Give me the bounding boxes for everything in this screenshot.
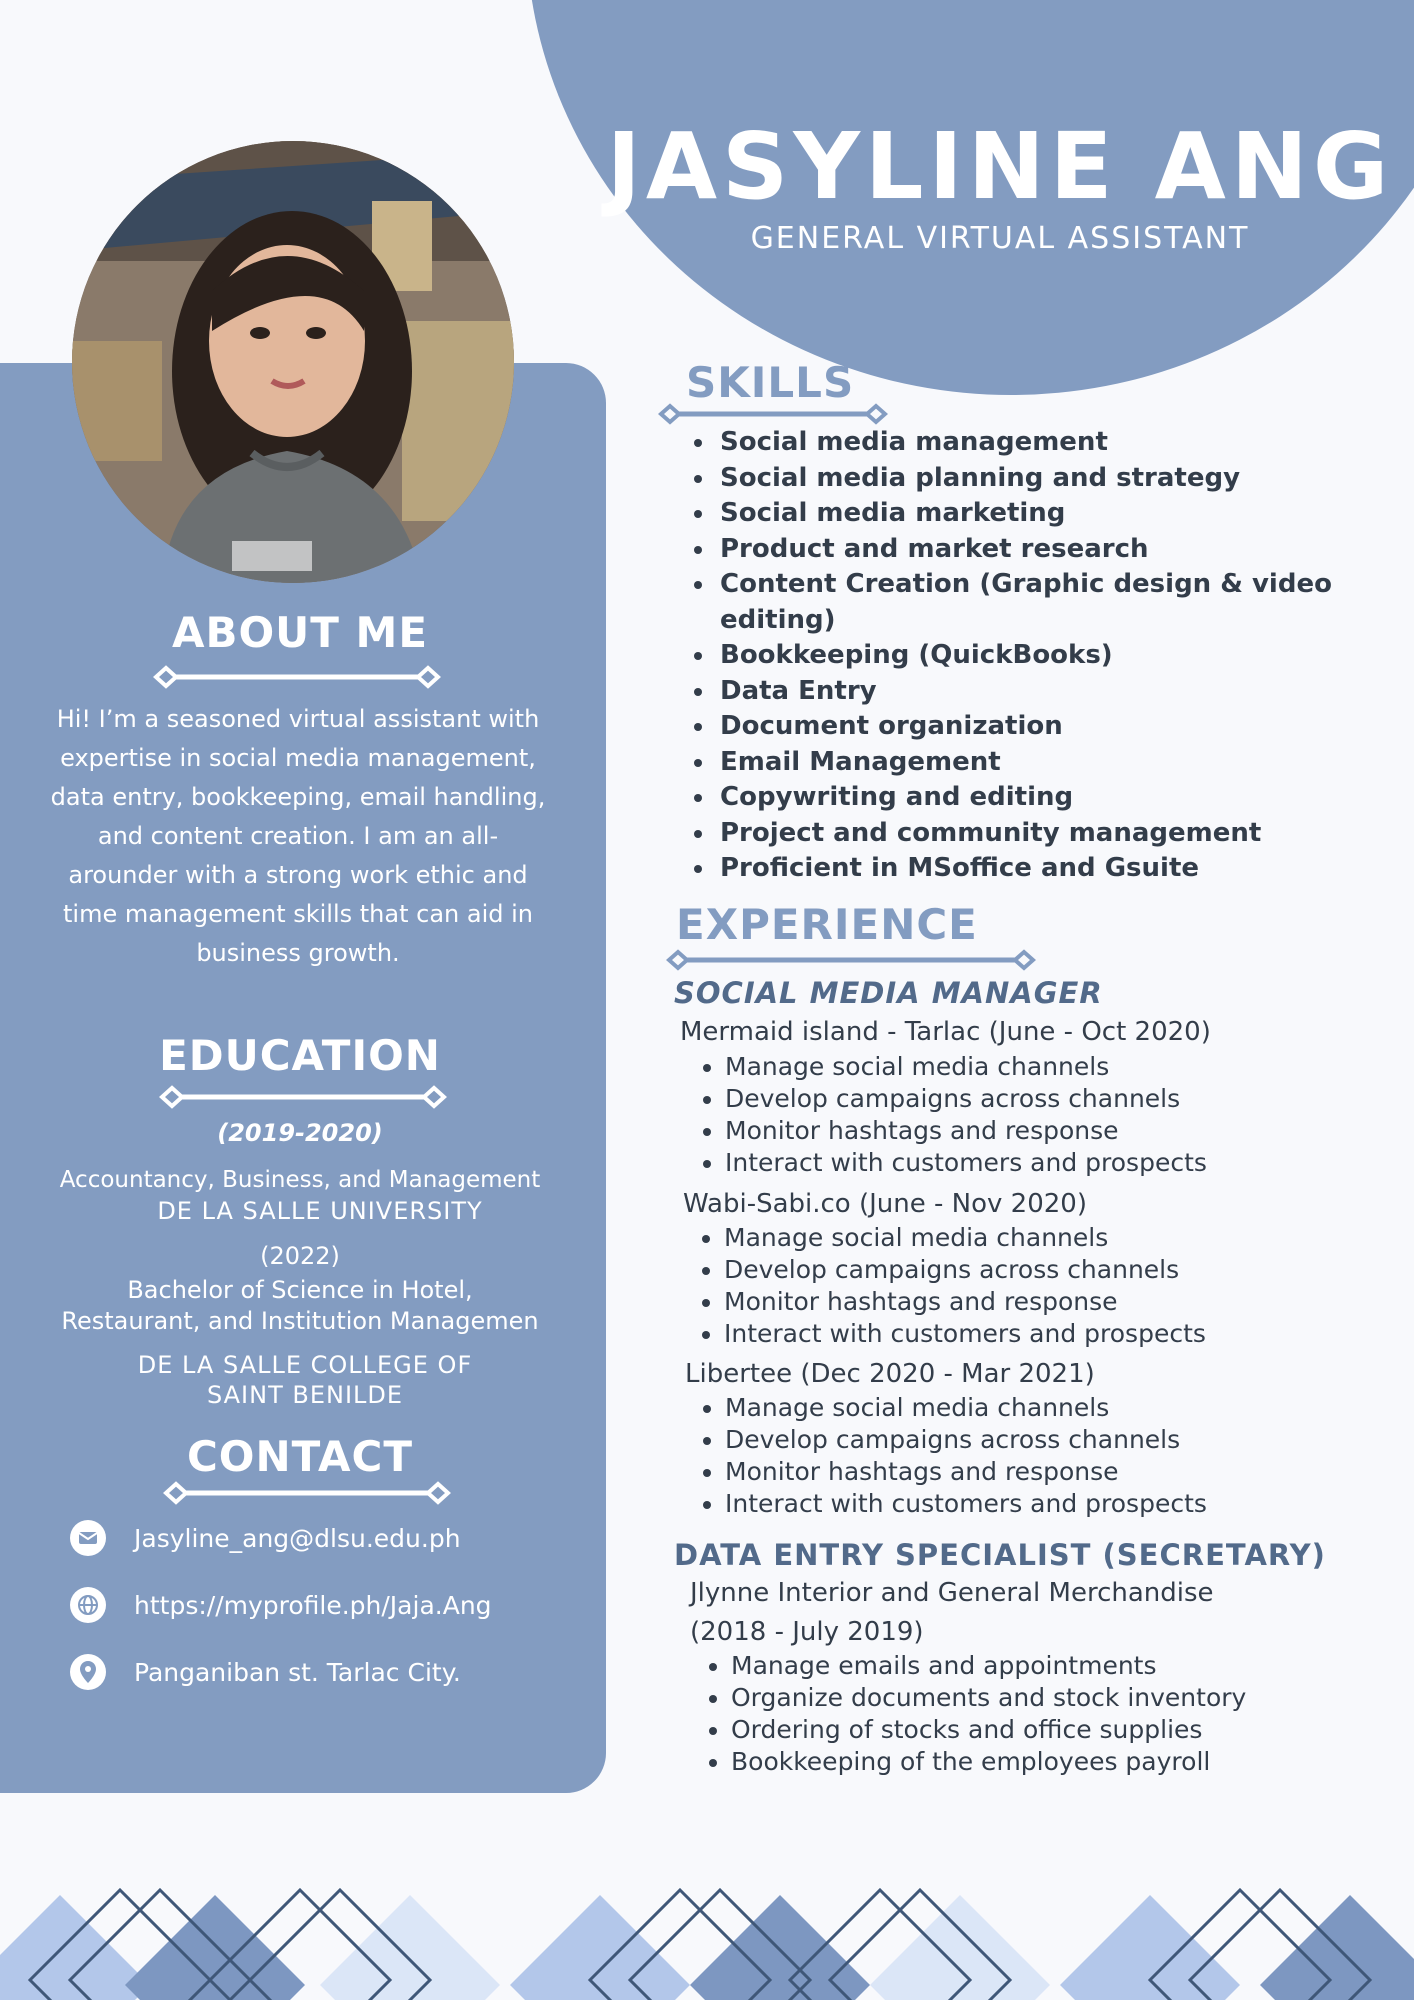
skills-divider: [658, 402, 888, 426]
education-divider: [158, 1084, 448, 1110]
skill-item: • Content Creation (Graphic design & video editing): [716, 567, 1356, 638]
skills-heading: SKILLS: [686, 358, 855, 407]
education-school: DE LA SALLE COLLEGE OF SAINT BENILDE: [137, 1351, 473, 1409]
company-name: Jlynne Interior and General Merchandise: [690, 1578, 1214, 1608]
duty-list: [703, 1650, 1246, 1778]
duty-item: • Monitor hashtags and response: [725, 1456, 1207, 1488]
education-years: (2019-2020): [217, 1119, 383, 1147]
education-school: DE LA SALLE UNIVERSITY: [157, 1197, 483, 1225]
education-years: (2022): [260, 1242, 340, 1270]
location-pin-icon: [70, 1654, 106, 1690]
duty-list: [697, 1392, 1207, 1520]
education-program: Bachelor of Science in Hotel, Restaurant, and Institution Managemen: [61, 1276, 539, 1335]
duty-item: • Interact with customers and prospects: [725, 1147, 1207, 1179]
contact-heading: CONTACT: [186, 1432, 414, 1481]
candidate-name: JASYLINE ANG: [606, 113, 1394, 220]
profile-photo: [72, 141, 514, 583]
skill-item: • Social media management: [716, 425, 1356, 461]
contact-email-text: Jasyline_ang@dlsu.edu.ph: [134, 1523, 461, 1553]
skill-item: • Proficient in MSoffice and Gsuite: [716, 851, 1356, 887]
duty-item: • Organize documents and stock inventory: [731, 1682, 1246, 1714]
experience-heading: EXPERIENCE: [676, 900, 978, 949]
duty-item: • Monitor hashtags and response: [725, 1115, 1207, 1147]
company-period: (2018 - July 2019): [690, 1617, 924, 1647]
skill-item: • Email Management: [716, 745, 1356, 781]
decorative-pattern: [0, 1885, 1414, 2000]
duty-list: [696, 1222, 1206, 1350]
experience-divider: [666, 948, 1036, 972]
duty-item: • Develop campaigns across channels: [724, 1254, 1206, 1286]
skill-item: • Project and community management: [716, 816, 1356, 852]
skill-item: • Data Entry: [716, 674, 1356, 710]
company-name: Wabi-Sabi.co (June - Nov 2020): [683, 1189, 1087, 1219]
skill-item: • Document organization: [716, 709, 1356, 745]
duty-item: • Manage social media channels: [725, 1051, 1207, 1083]
contact-email[interactable]: [70, 1520, 461, 1556]
duty-item: • Interact with customers and prospects: [725, 1488, 1207, 1520]
education-heading: EDUCATION: [159, 1031, 441, 1080]
company-name: Libertee (Dec 2020 - Mar 2021): [685, 1359, 1095, 1389]
duty-list: [697, 1051, 1207, 1179]
contact-address: [70, 1654, 461, 1690]
duty-item: • Manage emails and appointments: [731, 1650, 1246, 1682]
education-program: Accountancy, Business, and Management: [59, 1167, 541, 1193]
contact-address-text: Panganiban st. Tarlac City.: [134, 1657, 461, 1687]
duty-item: • Ordering of stocks and office supplies: [731, 1714, 1246, 1746]
duty-item: • Interact with customers and prospects: [724, 1318, 1206, 1350]
about-text: Hi! I’m a seasoned virtual assistant with expertise in social media management, data entry, bookkeeping, email handling, and content creation. I am an all-arounder with a strong work ethic and time management skills that can aid in business growth.: [50, 705, 546, 967]
duty-item: • Develop campaigns across channels: [725, 1083, 1207, 1115]
duty-item: • Manage social media channels: [724, 1222, 1206, 1254]
about-heading: ABOUT ME: [171, 608, 429, 657]
skill-item: • Bookkeeping (QuickBooks): [716, 638, 1356, 674]
globe-icon: [70, 1587, 106, 1623]
email-icon: [70, 1520, 106, 1556]
company-name: Mermaid island - Tarlac (June - Oct 2020): [680, 1017, 1211, 1047]
skill-item: • Social media planning and strategy: [716, 461, 1356, 497]
skills-list: [686, 425, 1356, 887]
about-divider: [152, 664, 442, 690]
duty-item: • Monitor hashtags and response: [724, 1286, 1206, 1318]
duty-item: • Manage social media channels: [725, 1392, 1207, 1424]
skill-item: • Copywriting and editing: [716, 780, 1356, 816]
duty-item: • Develop campaigns across channels: [725, 1424, 1207, 1456]
duty-item: • Bookkeeping of the employees payroll: [731, 1746, 1246, 1778]
contact-website-text: https://myprofile.ph/Jaja.Ang: [134, 1590, 492, 1620]
skill-item: • Product and market research: [716, 532, 1356, 568]
candidate-title: GENERAL VIRTUAL ASSISTANT: [750, 221, 1250, 256]
contact-divider: [162, 1480, 452, 1506]
contact-website[interactable]: [70, 1587, 492, 1623]
skill-item: • Social media marketing: [716, 496, 1356, 532]
job-title: SOCIAL MEDIA MANAGER: [674, 976, 1103, 1010]
job-title: DATA ENTRY SPECIALIST (SECRETARY): [674, 1538, 1326, 1572]
